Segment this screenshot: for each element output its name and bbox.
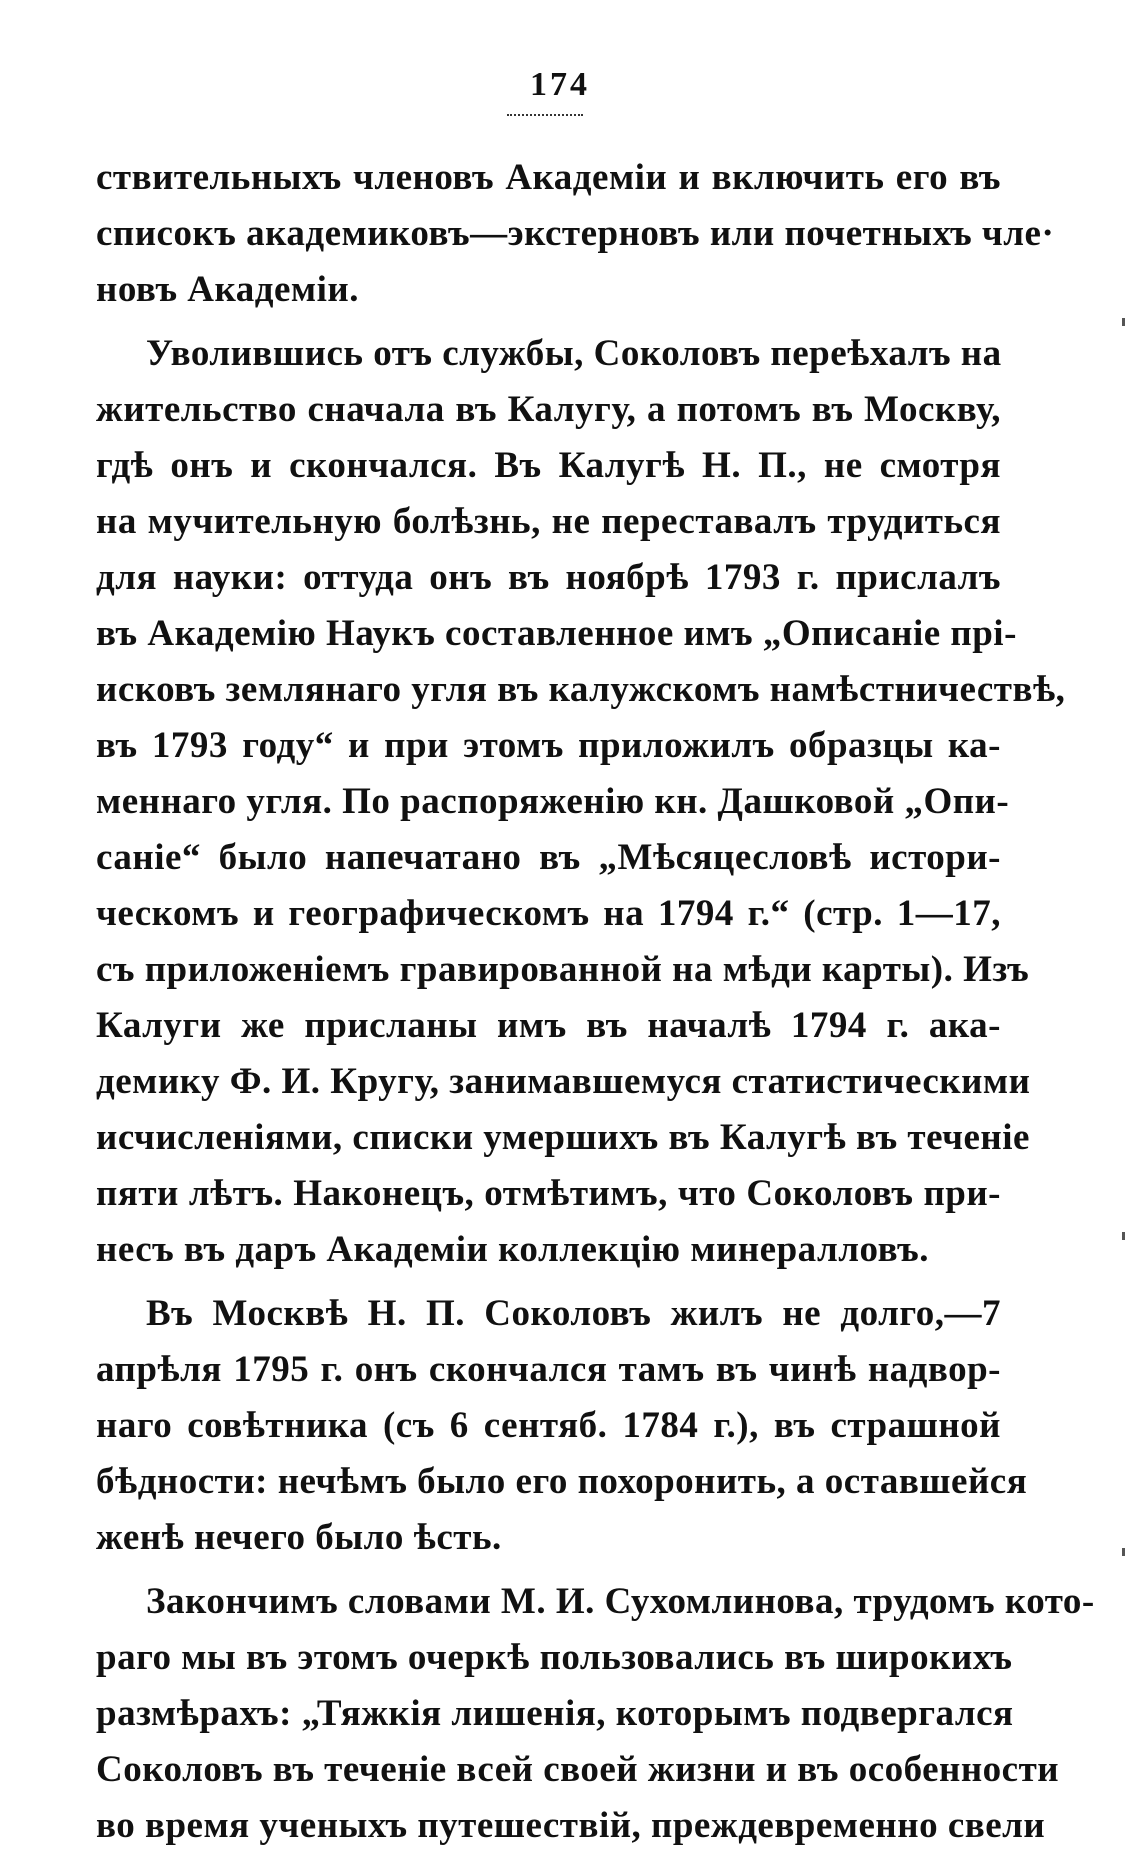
text-line: раго мы въ этомъ очеркѣ пользовались въ широкихъ xyxy=(96,1637,1013,1678)
text-line: демику Ф. И. Кругу, занимавшемуся статистическими xyxy=(96,1061,1031,1102)
text-line: бѣдности: нечѣмъ было его похоронить, а оставшейся xyxy=(96,1461,1028,1502)
text-line: меннаго угля. По распоряженію кн. Дашковой „Опи- xyxy=(96,781,1010,822)
text-line: женѣ нечего было ѣсть. xyxy=(96,1517,502,1558)
text-line: пяти лѣтъ. Наконецъ, отмѣтимъ, что Соколовъ при- xyxy=(96,1173,1001,1214)
text-line: наго совѣтника (съ 6 сентяб. 1784 г.), въ страшной xyxy=(96,1405,1001,1446)
text-line: для науки: оттуда онъ въ ноябрѣ 1793 г. прислалъ xyxy=(96,557,1001,598)
text-line: ствительныхъ членовъ Академіи и включить его въ xyxy=(96,157,1001,198)
text-line: Калуги же присланы имъ въ началѣ 1794 г. ака- xyxy=(96,1005,1001,1046)
text-line: Уволившись отъ службы, Соколовъ переѣхалъ на xyxy=(146,333,1002,374)
text-line: на мучительную болѣзнь, не переставалъ трудиться xyxy=(96,501,1001,542)
scan-speck xyxy=(1122,1232,1125,1240)
text-line: съ приложеніемъ гравированной на мѣди карты). Изъ xyxy=(96,949,1030,990)
text-line: исчисленіями, списки умершихъ въ Калугѣ въ теченіе xyxy=(96,1117,1030,1158)
text-line: размѣрахъ: „Тяжкія лишенія, которымъ подвергался xyxy=(96,1693,1014,1734)
scan-speck xyxy=(1122,1548,1125,1556)
text-line: апрѣля 1795 г. онъ скончался тамъ въ чинѣ надвор- xyxy=(96,1349,1001,1390)
page-number-rule xyxy=(507,114,583,116)
scan-speck xyxy=(1122,318,1125,326)
text-line: несъ въ даръ Академіи коллекцію минералловъ. xyxy=(96,1229,929,1270)
text-line: Соколовъ въ теченіе всей своей жизни и въ особенности xyxy=(96,1749,1060,1790)
text-line: во время ученыхъ путешествій, преждевременно свели xyxy=(96,1805,1046,1846)
text-line: гдѣ онъ и скончался. Въ Калугѣ Н. П., не смотря xyxy=(96,445,1001,486)
text-line: въ 1793 году“ и при этомъ приложилъ образцы ка- xyxy=(96,725,1001,766)
text-line: въ Академію Наукъ составленное имъ „Описаніе прі- xyxy=(96,613,1017,654)
text-line: жительство сначала въ Калугу, а потомъ въ Москву, xyxy=(96,389,1001,430)
body-text xyxy=(96,150,1095,1854)
text-line: списокъ академиковъ—экстерновъ или почетныхъ чле· xyxy=(96,213,1055,254)
text-line: Закончимъ словами М. И. Сухомлинова, трудомъ кото- xyxy=(146,1581,1095,1622)
text-line: саніе“ было напечатано въ „Мѣсяцесловѣ истори- xyxy=(96,837,1001,878)
page-number: 174 xyxy=(530,66,590,103)
text-line: исковъ землянаго угля въ калужскомъ намѣстничествѣ, xyxy=(96,669,1066,710)
text-line: ческомъ и географическомъ на 1794 г.“ (стр. 1—17, xyxy=(96,893,1001,934)
text-line: Въ Москвѣ Н. П. Соколовъ жилъ не долго,—7 xyxy=(146,1293,1001,1334)
text-line: новъ Академіи. xyxy=(96,269,359,310)
